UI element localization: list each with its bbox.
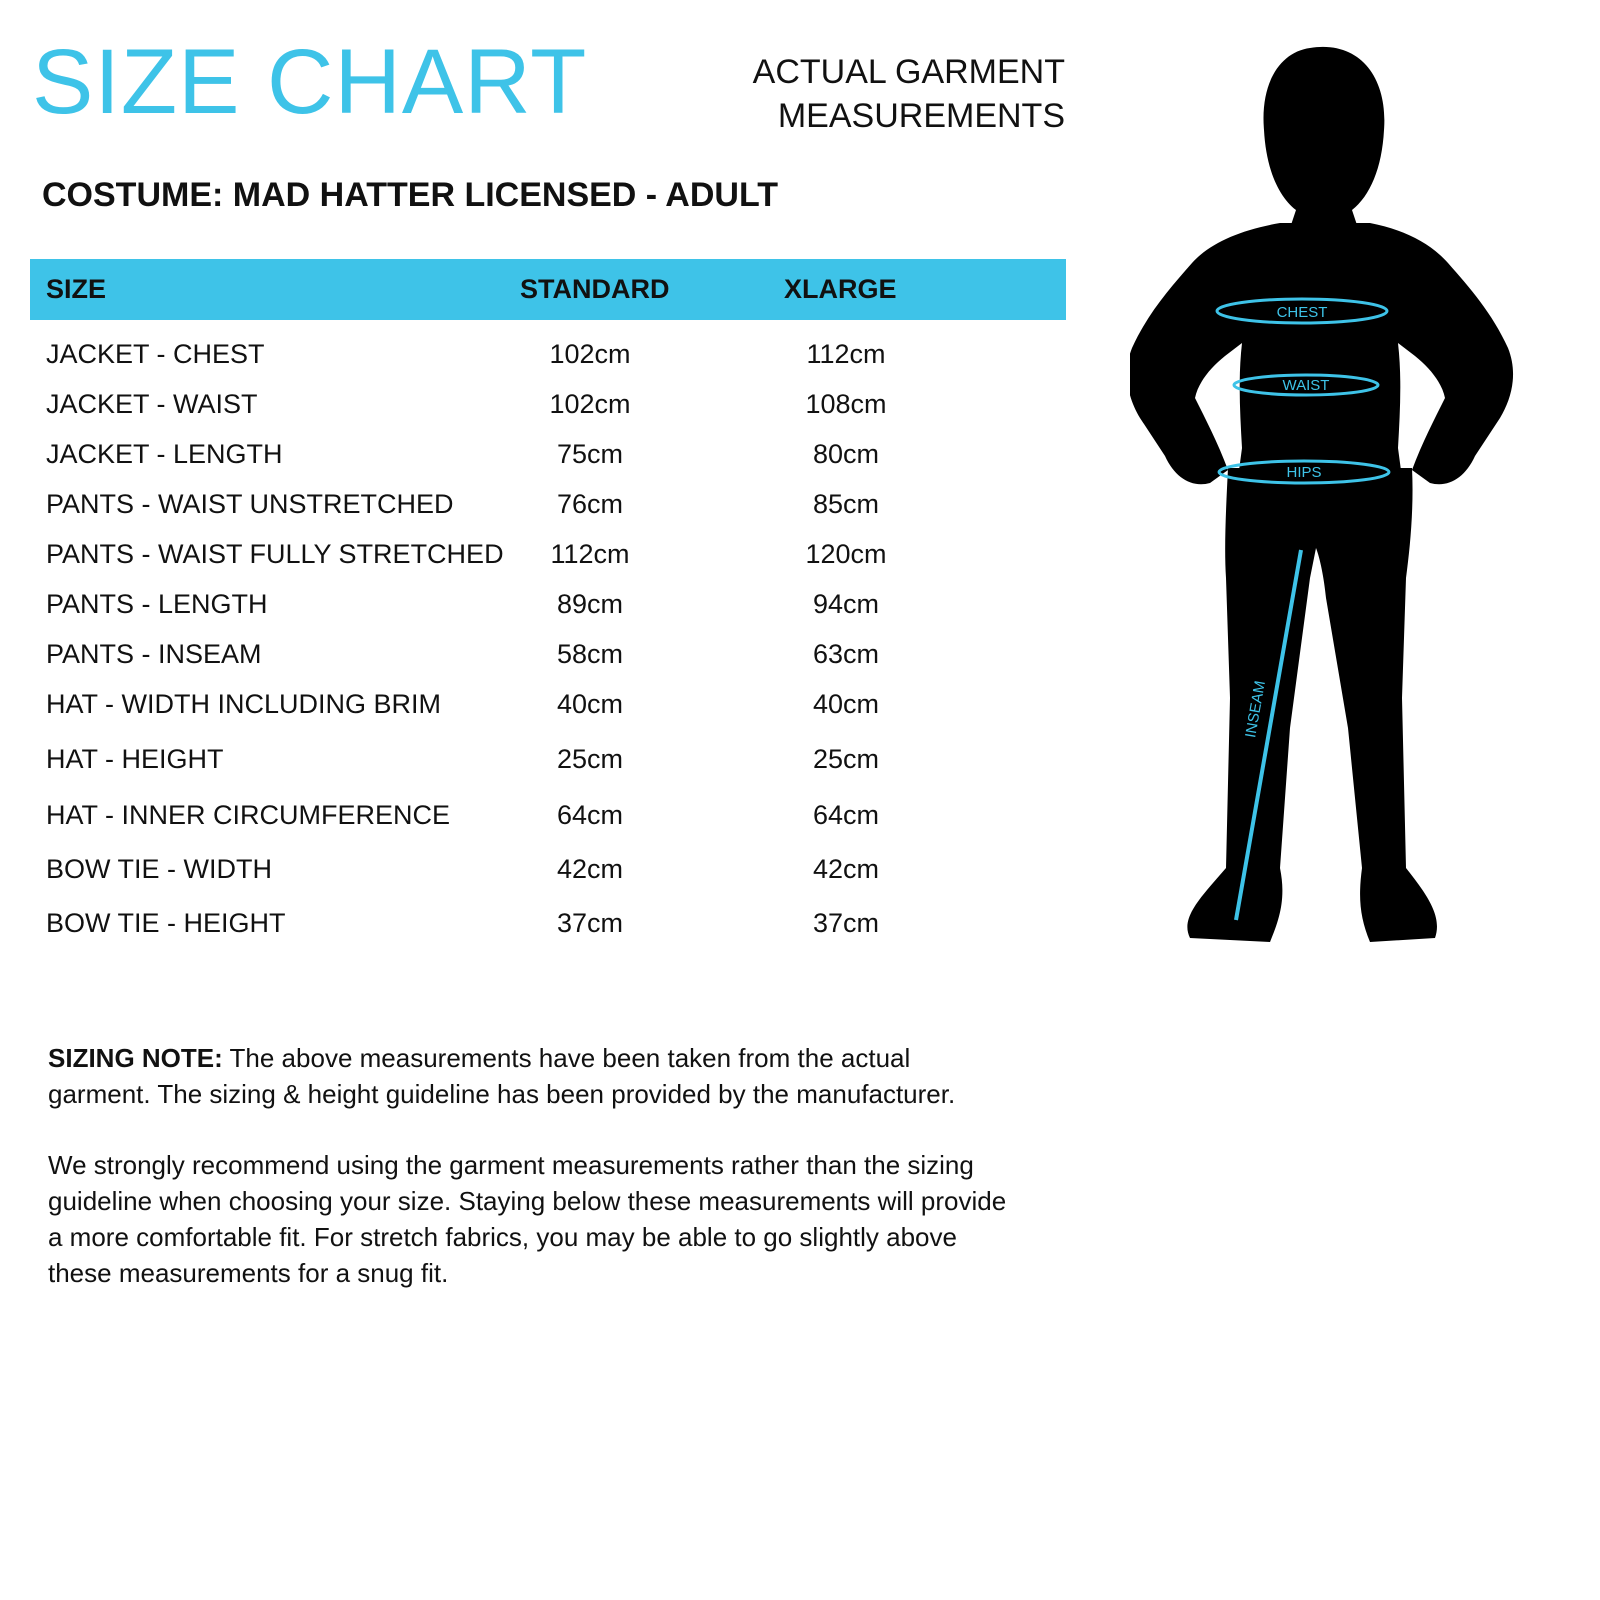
sizing-note-text: The above measurements have been taken from the actual garment. The sizing & height guideline has been provided by the manufacturer. (48, 1043, 956, 1109)
xlarge-value: 64cm (812, 800, 880, 830)
table-row (0, 903, 1100, 943)
table-row (0, 384, 1100, 424)
standard-value: 112cm (550, 539, 630, 569)
row-label: BOW TIE - HEIGHT (46, 908, 286, 938)
standard-value: 25cm (556, 744, 624, 774)
sizing-note-paragraph-1 (48, 1040, 1008, 1112)
standard-value: 102cm (549, 389, 631, 419)
xlarge-value: 37cm (812, 908, 880, 938)
row-label: HAT - HEIGHT (46, 744, 224, 774)
xlarge-value: 120cm (805, 539, 887, 569)
subtitle-line-1: ACTUAL GARMENT (752, 53, 1065, 91)
row-label: JACKET - CHEST (46, 339, 265, 369)
sizing-note (48, 1040, 1008, 1326)
column-header-xlarge: XLARGE (784, 274, 897, 304)
xlarge-value: 108cm (805, 389, 887, 419)
standard-value: 40cm (556, 689, 624, 719)
table-header (30, 259, 1066, 320)
standard-value: 64cm (556, 800, 624, 830)
row-label: BOW TIE - WIDTH (46, 854, 272, 884)
size-chart-title: SIZE CHART (32, 31, 588, 133)
xlarge-value: 40cm (812, 689, 880, 719)
row-label: JACKET - WAIST (46, 389, 258, 419)
subtitle-line-2: MEASUREMENTS (777, 97, 1065, 135)
sizing-note-lead: SIZING NOTE: (48, 1043, 223, 1073)
inseam-label: INSEAM (1242, 679, 1269, 740)
xlarge-value: 85cm (812, 489, 880, 519)
row-label: PANTS - INSEAM (46, 639, 262, 669)
row-label: PANTS - WAIST UNSTRETCHED (46, 489, 454, 519)
standard-value: 58cm (556, 639, 624, 669)
row-label: HAT - INNER CIRCUMFERENCE (46, 800, 451, 830)
chest-label: CHEST (1276, 304, 1328, 321)
row-label: HAT - WIDTH INCLUDING BRIM (46, 689, 441, 719)
table-row (0, 434, 1100, 474)
table-row (0, 849, 1100, 889)
table-row (0, 334, 1100, 374)
body-measurement-figure (1130, 38, 1550, 978)
row-label: JACKET - LENGTH (46, 439, 283, 469)
standard-value: 89cm (556, 589, 624, 619)
row-label: PANTS - LENGTH (46, 589, 268, 619)
xlarge-value: 42cm (812, 854, 880, 884)
hips-label: HIPS (1286, 464, 1322, 481)
column-header-size: SIZE (46, 274, 107, 304)
costume-name: COSTUME: MAD HATTER LICENSED - ADULT (42, 176, 778, 214)
table-row (0, 684, 1100, 724)
measurement-type-heading (700, 50, 1065, 138)
xlarge-value: 63cm (812, 639, 880, 669)
xlarge-value: 112cm (806, 339, 886, 369)
row-label: PANTS - WAIST FULLY STRETCHED (46, 539, 504, 569)
table-row (0, 534, 1100, 574)
xlarge-value: 25cm (812, 744, 880, 774)
standard-value: 76cm (556, 489, 624, 519)
body-silhouette (1130, 47, 1513, 942)
standard-value: 42cm (556, 854, 624, 884)
table-row (0, 795, 1100, 835)
xlarge-value: 80cm (812, 439, 880, 469)
table-row (0, 634, 1100, 674)
table-row (0, 584, 1100, 624)
column-header-standard: STANDARD (520, 274, 670, 304)
waist-label: WAIST (1282, 377, 1330, 394)
table-row (0, 739, 1100, 779)
standard-value: 102cm (549, 339, 631, 369)
standard-value: 75cm (556, 439, 624, 469)
table-row (0, 484, 1100, 524)
sizing-note-paragraph-2: We strongly recommend using the garment measurements rather than the sizing guideline when choosing your size. Staying below these measurements will provide a more comfortable fit. For stretch fabrics, you may be able to go slightly above these measurements for a snug fit. (48, 1150, 1007, 1288)
standard-value: 37cm (556, 908, 624, 938)
silhouette-diagram (1130, 38, 1550, 978)
xlarge-value: 94cm (812, 589, 880, 619)
